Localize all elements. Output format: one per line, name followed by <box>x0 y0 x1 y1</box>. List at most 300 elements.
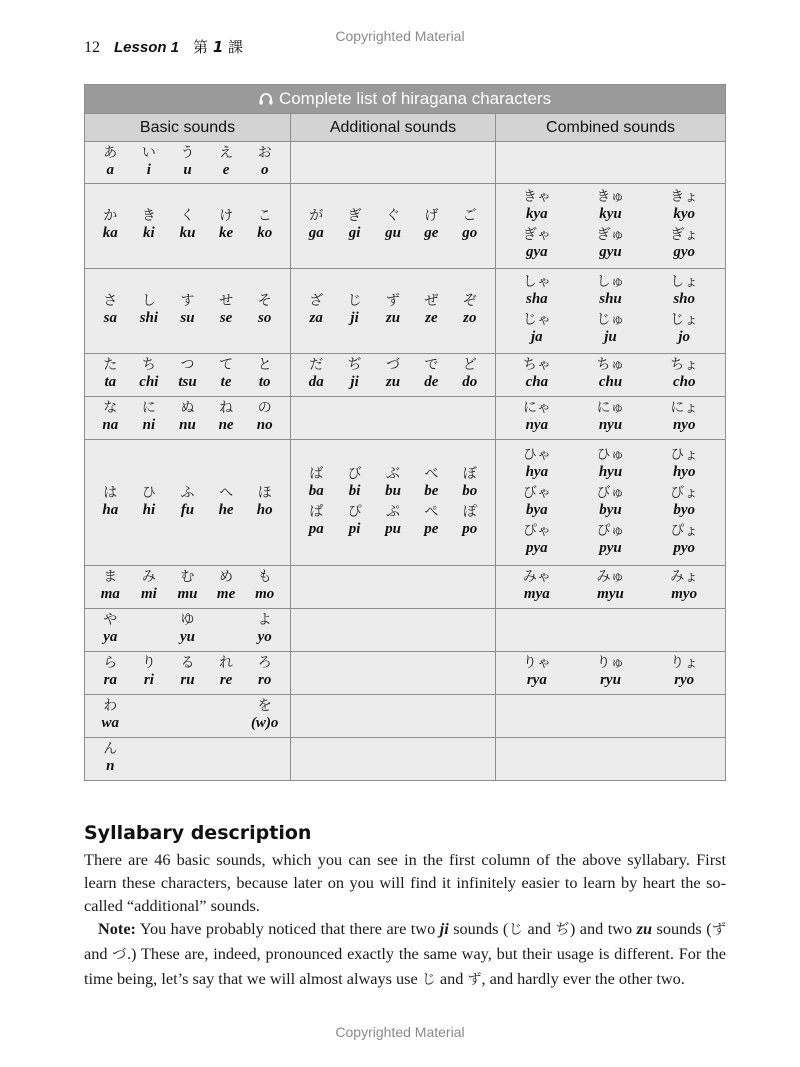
hiragana-char: き <box>141 208 156 224</box>
hiragana-char: じゅ <box>596 312 625 328</box>
syllable <box>130 656 169 690</box>
hiragana-char: ぐ <box>385 208 400 224</box>
romaji: se <box>219 310 233 326</box>
hiragana-char: と <box>257 357 272 373</box>
hiragana-char: しゅ <box>596 274 625 290</box>
combined-cell <box>496 184 726 269</box>
hiragana-char: びゅ <box>596 484 625 501</box>
running-head <box>84 36 243 57</box>
table-row <box>85 269 726 354</box>
syllable <box>500 313 574 347</box>
romaji: kyu <box>599 206 622 222</box>
syllable <box>451 505 489 539</box>
romaji: shu <box>599 291 622 307</box>
note-text: .) These are, indeed, pronounced exactly the same way, but their usage is different. For the time being, let’s say that we will almost always use <box>84 944 726 988</box>
note-text: You have probably noticed that there are two <box>135 919 440 938</box>
hiragana-char: わ <box>103 698 118 714</box>
romaji: ni <box>142 417 156 433</box>
romaji: myo <box>671 586 698 602</box>
syllable <box>647 524 721 558</box>
note-text: sounds ( <box>652 919 712 938</box>
romaji: he <box>218 501 234 518</box>
page-number: 12 <box>84 39 100 56</box>
additional-cell <box>291 566 496 609</box>
syllable <box>168 570 207 604</box>
hiragana-char: づ <box>385 357 400 373</box>
romaji: cha <box>525 374 549 390</box>
hiragana-char: りゅ <box>596 655 625 671</box>
hiragana-char <box>130 742 169 759</box>
hiragana-char: にょ <box>670 400 699 416</box>
romaji: zo <box>463 310 477 326</box>
romaji: mo <box>255 586 275 602</box>
combined-cell <box>496 269 726 354</box>
syllable <box>574 190 648 224</box>
romaji: pyu <box>599 539 622 556</box>
hiragana-char: だ <box>309 357 324 373</box>
syllable <box>374 467 412 501</box>
hiragana-char: みゅ <box>596 569 625 585</box>
romaji: na <box>102 417 119 433</box>
basic-cell <box>85 738 291 781</box>
romaji: ha <box>102 501 119 518</box>
hiragana-char: じ <box>347 293 362 309</box>
combined-cell <box>496 566 726 609</box>
romaji <box>130 759 169 776</box>
syllable <box>207 742 246 776</box>
syllable <box>245 486 284 520</box>
hiragana-char: ぴゅ <box>596 522 625 539</box>
hiragana-char: ぺ <box>424 503 439 520</box>
syllable <box>574 358 648 392</box>
syllable <box>374 505 412 539</box>
table-row <box>85 566 726 609</box>
syllable <box>91 486 130 520</box>
basic-cell <box>85 566 291 609</box>
syllable <box>245 656 284 690</box>
additional-cell <box>291 652 496 695</box>
romaji: mu <box>177 586 198 602</box>
hiragana-char: ぞ <box>462 293 477 309</box>
hiragana-char: ま <box>103 569 118 585</box>
romaji: pyo <box>673 539 696 556</box>
hiragana-char: ぽ <box>462 503 477 520</box>
romaji: nyu <box>598 417 623 433</box>
romaji: pi <box>348 520 361 537</box>
syllable <box>91 742 130 776</box>
romaji <box>207 759 246 776</box>
hiragana-char: しゃ <box>522 274 551 290</box>
syllable <box>574 486 648 520</box>
romaji: gyo <box>673 244 696 260</box>
romaji: be <box>424 482 439 499</box>
hiragana-char: ひょ <box>670 446 699 463</box>
syllable <box>500 358 574 392</box>
hiragana-char <box>168 699 207 716</box>
hiragana-char: びゃ <box>522 484 551 501</box>
hiragana-char: ろ <box>257 655 272 671</box>
syllable <box>412 505 450 539</box>
hiragana-char: い <box>141 144 156 161</box>
hiragana-char: り <box>141 655 156 671</box>
hiragana-char: ご <box>462 208 477 224</box>
syllable <box>245 209 284 243</box>
combined-cell <box>496 695 726 738</box>
hiragana-char: りゃ <box>522 655 551 671</box>
syllable <box>91 209 130 243</box>
romaji: ya <box>103 629 118 645</box>
hiragana-char: ん <box>103 741 118 757</box>
romaji: tsu <box>178 374 197 390</box>
syllable <box>647 570 721 604</box>
romaji: do <box>462 374 478 390</box>
syllable <box>245 742 284 776</box>
hiragana-char: ほ <box>257 484 272 501</box>
syllable <box>574 570 648 604</box>
syllable <box>168 146 207 180</box>
syllable <box>335 358 373 392</box>
syllable <box>91 294 130 328</box>
hiragana-char: で <box>424 357 439 373</box>
romaji: su <box>180 310 195 326</box>
hiragana-char: て <box>219 357 234 373</box>
syllable <box>574 228 648 262</box>
syllable <box>297 209 335 243</box>
hiragana-char: み <box>141 569 156 585</box>
hiragana-char: や <box>103 612 118 628</box>
romaji: yo <box>257 629 272 645</box>
hiragana-char: ぴょ <box>670 522 699 539</box>
romaji: shi <box>139 310 159 326</box>
romaji: byu <box>599 501 622 518</box>
hiragana-char: きゃ <box>522 189 551 205</box>
romaji: pu <box>385 520 401 537</box>
syllable <box>91 656 130 690</box>
kanji-prefix: 第 <box>193 38 209 56</box>
syllable <box>412 358 450 392</box>
romaji: chu <box>598 374 623 390</box>
syllable <box>297 467 335 501</box>
syllable <box>245 146 284 180</box>
hiragana-char: た <box>103 357 118 373</box>
syllable <box>245 570 284 604</box>
basic-cell <box>85 440 291 566</box>
hiragana-char: へ <box>219 484 234 501</box>
lesson-kanji <box>193 36 243 57</box>
syllable <box>647 401 721 435</box>
romaji: ho <box>256 501 273 518</box>
hiragana-char: う <box>180 144 195 161</box>
syllable <box>500 228 574 262</box>
syllable <box>168 294 207 328</box>
hiragana-char: きょ <box>670 189 699 205</box>
additional-cell <box>291 142 496 184</box>
syllable <box>412 209 450 243</box>
romaji <box>130 630 169 647</box>
section-heading: Syllabary description <box>84 822 312 844</box>
romaji: yu <box>179 629 195 645</box>
syllable <box>130 209 169 243</box>
syllable <box>91 699 130 733</box>
romaji: ji <box>350 310 359 326</box>
hiragana-char: め <box>219 569 234 585</box>
hiragana-char: が <box>309 208 324 224</box>
combined-cell <box>496 142 726 184</box>
note-paragraph <box>84 917 726 992</box>
romaji: ja <box>531 329 543 345</box>
hiragana-char: ね <box>219 400 234 416</box>
romaji: sa <box>103 310 117 326</box>
romaji: hyo <box>672 463 696 480</box>
additional-cell <box>291 184 496 269</box>
hiragana-char: ぴ <box>347 503 362 520</box>
romaji: hyu <box>598 463 623 480</box>
romaji: ju <box>604 329 617 345</box>
syllable <box>245 358 284 392</box>
romaji: pya <box>526 539 548 556</box>
hiragana-char: は <box>103 484 118 501</box>
romaji: me <box>216 586 236 602</box>
romaji: gya <box>526 244 548 260</box>
hiragana-char: ぴゃ <box>522 522 551 539</box>
combined-cell <box>496 440 726 566</box>
syllable <box>130 570 169 604</box>
column-header-basic: Basic sounds <box>85 114 291 142</box>
hiragana-char: ゆ <box>180 612 195 628</box>
romaji: bya <box>526 501 548 518</box>
syllable <box>647 486 721 520</box>
romaji: hya <box>525 463 549 480</box>
romaji: hi <box>142 501 156 518</box>
hiragana-char: あ <box>103 144 118 161</box>
table-row <box>85 440 726 566</box>
syllable <box>412 467 450 501</box>
syllable <box>374 358 412 392</box>
romaji: byo <box>673 501 696 518</box>
hiragana-char: ぜ <box>424 293 439 309</box>
syllable <box>374 294 412 328</box>
syllable <box>168 656 207 690</box>
romaji: kyo <box>673 206 696 222</box>
hiragana-char <box>130 699 169 716</box>
note-text: and <box>435 969 468 988</box>
romaji: gu <box>385 225 401 241</box>
syllable <box>647 228 721 262</box>
hiragana-char: ひゅ <box>596 446 625 463</box>
syllable <box>168 358 207 392</box>
hiragana-char: にゅ <box>596 400 625 416</box>
note-text: sounds ( <box>448 919 509 938</box>
syllable <box>130 358 169 392</box>
hiragana-char <box>207 613 246 630</box>
romaji: sha <box>525 291 548 307</box>
basic-cell <box>85 695 291 738</box>
syllable <box>207 146 246 180</box>
syllable <box>574 656 648 690</box>
syllable <box>451 358 489 392</box>
syllable <box>207 613 246 647</box>
syllable <box>207 358 246 392</box>
hiragana-char: みょ <box>670 569 699 585</box>
romaji <box>207 630 246 647</box>
additional-cell <box>291 269 496 354</box>
hiragana-char: す <box>180 293 195 309</box>
description-paragraph-1: There are 46 basic sounds, which you can see in the first column of the above syllabary. First learn these characters, because later on you will find it infinitely easier to learn by heart the so-called “additional” sounds. <box>84 850 726 915</box>
basic-cell <box>85 269 291 354</box>
romaji: bu <box>385 482 401 499</box>
additional-cell <box>291 738 496 781</box>
romaji: ba <box>308 482 324 499</box>
table-title <box>85 85 726 114</box>
basic-cell <box>85 397 291 440</box>
romaji: ma <box>100 586 120 602</box>
romaji: go <box>462 225 478 241</box>
hiragana-char: びょ <box>670 484 699 501</box>
syllable <box>335 294 373 328</box>
syllable <box>207 294 246 328</box>
basic-cell <box>85 184 291 269</box>
kanji-number: 1 <box>212 38 224 56</box>
syllable <box>500 656 574 690</box>
hiragana-char: ふ <box>180 484 195 501</box>
syllable <box>168 401 207 435</box>
syllable <box>297 358 335 392</box>
combined-cell <box>496 652 726 695</box>
syllable <box>245 294 284 328</box>
syllable <box>374 209 412 243</box>
romaji: no <box>256 417 273 433</box>
romaji: myu <box>597 586 624 602</box>
hiragana-char: ぎょ <box>670 227 699 243</box>
romaji: zu <box>385 374 401 390</box>
romaji: mi <box>140 586 157 602</box>
hiragana-char: ぼ <box>462 465 477 482</box>
romaji: ro <box>258 672 272 688</box>
hiragana-char: つ <box>180 357 195 373</box>
table-row <box>85 652 726 695</box>
romaji: kya <box>526 206 548 222</box>
romaji <box>168 759 207 776</box>
romaji: ru <box>180 672 195 688</box>
romaji: cho <box>672 374 696 390</box>
romaji: ra <box>103 672 117 688</box>
hiragana-char: みゃ <box>522 569 551 585</box>
hiragana-char: く <box>180 208 195 224</box>
syllable <box>500 401 574 435</box>
syllable <box>335 467 373 501</box>
syllable <box>647 448 721 482</box>
romaji <box>168 716 207 733</box>
romaji: zu <box>385 310 401 326</box>
hiragana-char: りょ <box>670 655 699 671</box>
headphones-icon <box>259 93 273 105</box>
hiragana-char: ぷ <box>385 503 400 520</box>
additional-cell <box>291 354 496 397</box>
hiragana-char: ど <box>462 357 477 373</box>
hiragana-char: ちゃ <box>522 357 551 373</box>
hiragana-char <box>207 699 246 716</box>
romaji: ri <box>143 672 154 688</box>
hiragana-table <box>84 84 726 781</box>
kana-use-2: ず <box>467 972 482 988</box>
syllable <box>245 699 284 733</box>
syllable <box>500 190 574 224</box>
copyright-watermark-bottom: Copyrighted Material <box>335 1024 465 1040</box>
romaji: te <box>220 374 232 390</box>
combined-cell <box>496 397 726 440</box>
romaji: o <box>260 161 269 178</box>
table-row <box>85 142 726 184</box>
syllable <box>91 146 130 180</box>
syllable <box>207 699 246 733</box>
hiragana-char: ぎゅ <box>596 227 625 243</box>
romaji: nu <box>179 417 196 433</box>
basic-cell <box>85 609 291 652</box>
hiragana-char: を <box>257 698 272 714</box>
romaji: ne <box>218 417 234 433</box>
syllable <box>168 699 207 733</box>
note-label: Note: <box>98 919 136 938</box>
romaji: sho <box>673 291 696 307</box>
hiragana-char <box>130 613 169 630</box>
syllable <box>574 401 648 435</box>
hiragana-char: ば <box>309 465 324 482</box>
romaji: nyo <box>672 417 696 433</box>
combined-cell <box>496 354 726 397</box>
copyright-watermark-top: Copyrighted Material <box>335 28 465 44</box>
hiragana-char: な <box>103 400 118 416</box>
syllable <box>130 146 169 180</box>
basic-cell <box>85 142 291 184</box>
romaji: to <box>258 374 271 390</box>
syllable <box>647 313 721 347</box>
syllable <box>130 294 169 328</box>
hiragana-char: せ <box>219 293 234 309</box>
syllable <box>500 486 574 520</box>
romaji: ge <box>424 225 439 241</box>
romaji: ga <box>308 225 324 241</box>
syllable <box>500 275 574 309</box>
hiragana-char: じゃ <box>522 312 551 328</box>
table-row <box>85 184 726 269</box>
romaji: za <box>309 310 323 326</box>
syllable <box>130 613 169 647</box>
syllable <box>130 401 169 435</box>
syllable <box>168 486 207 520</box>
syllable <box>207 570 246 604</box>
syllable <box>574 313 648 347</box>
syllable <box>647 190 721 224</box>
syllable <box>647 656 721 690</box>
hiragana-char: よ <box>257 612 272 628</box>
romaji: rya <box>526 672 547 688</box>
romaji: ka <box>102 225 118 241</box>
ji-term: ji <box>439 919 449 938</box>
hiragana-char: け <box>219 208 234 224</box>
syllable <box>207 486 246 520</box>
hiragana-char: じょ <box>670 312 699 328</box>
kana-zu-1: ず <box>711 922 727 938</box>
combined-cell <box>496 738 726 781</box>
hiragana-char: の <box>257 400 272 416</box>
syllable <box>451 467 489 501</box>
syllable <box>335 209 373 243</box>
hiragana-char: きゅ <box>596 189 625 205</box>
hiragana-char: ず <box>385 293 400 309</box>
table-row <box>85 609 726 652</box>
hiragana-char: び <box>347 465 362 482</box>
hiragana-char: ひゃ <box>522 446 551 463</box>
